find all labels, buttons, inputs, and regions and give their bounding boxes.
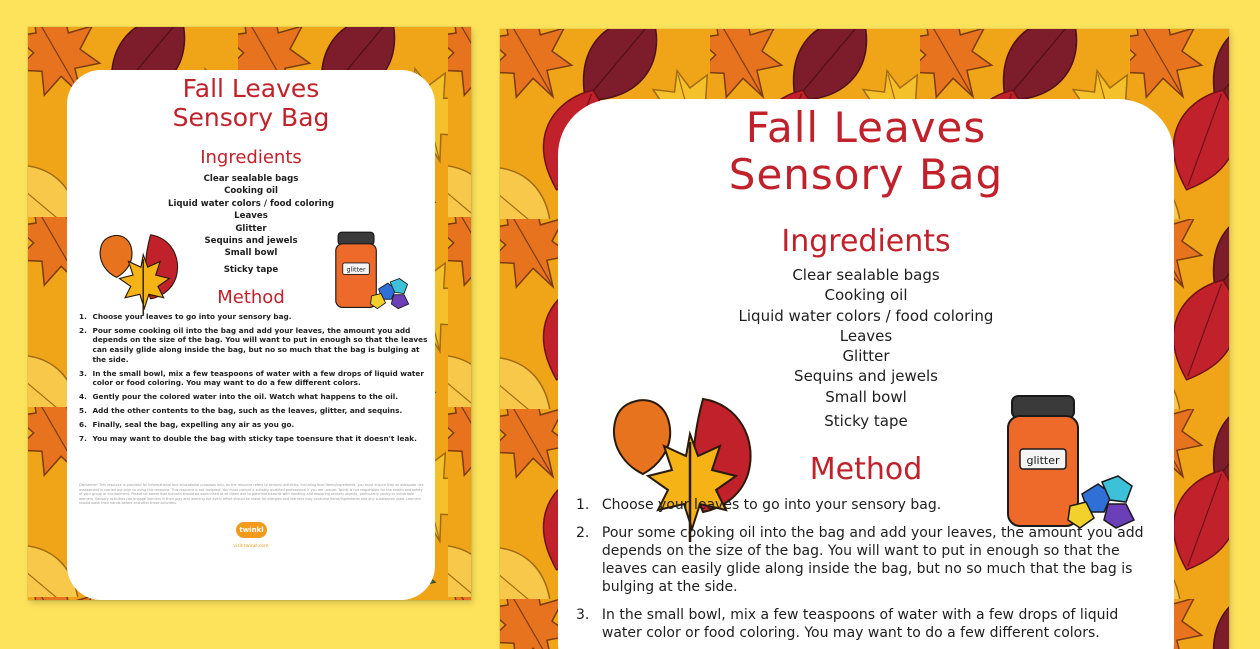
step-number: 1. bbox=[576, 497, 590, 513]
recipe-card bbox=[67, 70, 435, 600]
step-text: Gently pour the colored water into the oil. Watch what happens to the oil. bbox=[92, 392, 399, 402]
method-steps bbox=[79, 312, 429, 448]
ingredient-item: Glitter bbox=[842, 347, 890, 366]
step-number: 3. bbox=[79, 368, 87, 378]
ingredient-item: Small bowl bbox=[825, 387, 907, 406]
step-text: Pour some cooking oil into the bag and add your leaves, the amount you add depends on the size of the bag. You will want to put in enough so that the leaves can easily glide along inside the bag, but no so much that the bag is bulging at the side. bbox=[92, 325, 428, 364]
method-step bbox=[576, 496, 1162, 514]
ingredients-heading: Ingredients bbox=[200, 147, 302, 168]
title-line-1: Fall Leaves bbox=[745, 103, 987, 152]
ingredients-heading: Ingredients bbox=[781, 224, 951, 259]
disclaimer: Disclaimer: This resource is provided for informational and educational purposes only. As the resource refers to sensory activities, including food items/ingredients, you must ensure that an adequate risk assessment is carried out prior to using this resource. This resource is not foolproof. You must consult a suitably qualified professional if you are unsure. Twinkl is not responsible for the health and safety of your group or environment. Please be aware that humans should be supervised at all times due to potential hazards with handling and exploring sensory objects, particularly young or vulnerable learners. Sensory activities can engage learners in their play and learning but every effort should be made for allergies and learners may consume items/ingredients and any substances used. Learners should wash their hands before and after these activities. bbox=[79, 483, 424, 506]
method-step bbox=[79, 434, 429, 444]
ingredient-item: Clear sealable bags bbox=[203, 174, 299, 184]
page-title bbox=[67, 74, 435, 132]
jar-label: glitter bbox=[346, 266, 366, 274]
step-number: 1. bbox=[79, 312, 87, 321]
method-step bbox=[576, 606, 1162, 642]
title-line-1: Fall Leaves bbox=[182, 74, 320, 103]
step-text: Finally, seal the bag, expelling any air as you go. bbox=[92, 419, 295, 429]
step-text: In the small bowl, mix a few teaspoons of water with a few drops of liquid water color or food coloring. You may want to do a few different colors. bbox=[601, 607, 1119, 641]
ingredient-item: Cooking oil bbox=[824, 286, 908, 305]
method-step bbox=[79, 406, 429, 416]
step-text: Choose your leaves to go into your sensory bag. bbox=[601, 497, 942, 513]
site-url[interactable]: visit twinkl.com bbox=[233, 544, 269, 549]
step-text: Add the other contents to the bag, such as the leaves, glitter, and sequins. bbox=[92, 405, 403, 415]
step-number: 6. bbox=[79, 419, 87, 429]
twinkl-logo-icon: twinkl bbox=[236, 522, 267, 538]
recipe-card bbox=[558, 99, 1174, 649]
step-number: 2. bbox=[79, 325, 87, 335]
method-heading: Method bbox=[809, 452, 923, 487]
method-step bbox=[79, 326, 429, 364]
step-number: 2. bbox=[576, 525, 590, 541]
method-step bbox=[576, 524, 1162, 596]
ingredient-item: Leaves bbox=[234, 211, 268, 222]
method-steps bbox=[576, 496, 1162, 649]
title-line-2: Sensory Bag bbox=[728, 150, 1004, 199]
recipe-sheet-small bbox=[28, 27, 471, 600]
step-text: In the small bowl, mix a few teaspoons of water with a few drops of liquid water color or food coloring. You may want to do a few different colors. bbox=[92, 368, 424, 388]
step-number: 3. bbox=[576, 607, 590, 623]
ingredient-item: Liquid water colors / food coloring bbox=[738, 306, 994, 325]
ingredient-item: Sticky tape bbox=[223, 264, 279, 275]
step-number: 7. bbox=[79, 433, 87, 443]
step-number: 5. bbox=[79, 405, 87, 415]
method-step bbox=[79, 369, 429, 388]
ingredient-item: Sequins and jewels bbox=[794, 367, 938, 386]
recipe-sheet-large bbox=[500, 29, 1229, 649]
title-line-2: Sensory Bag bbox=[172, 103, 330, 132]
step-number: 4. bbox=[79, 392, 87, 402]
method-step bbox=[79, 312, 429, 322]
ingredient-item: Leaves bbox=[839, 326, 893, 345]
method-step bbox=[79, 420, 429, 430]
ingredient-item: Glitter bbox=[235, 223, 267, 234]
ingredient-item: Sequins and jewels bbox=[204, 236, 298, 247]
method-heading: Method bbox=[217, 287, 285, 308]
step-text: You may want to double the bag with sticky tape toensure that it doesn't leak. bbox=[92, 433, 417, 443]
ingredient-item: Small bowl bbox=[224, 248, 278, 259]
ingredient-item: Liquid water colors / food coloring bbox=[167, 198, 334, 209]
ingredient-item: Clear sealable bags bbox=[792, 266, 940, 284]
step-text: Pour some cooking oil into the bag and add your leaves, the amount you add depends on the size of the bag. You will want to put in enough so that the leaves can easily glide along inside the bag, but no so much that the bag is bulging at the side. bbox=[601, 525, 1144, 595]
step-text: Choose your leaves to go into your sensory bag. bbox=[92, 312, 292, 321]
method-step bbox=[79, 392, 429, 402]
ingredient-item: Sticky tape bbox=[824, 412, 908, 431]
ingredient-item: Cooking oil bbox=[224, 186, 278, 197]
page-title bbox=[558, 104, 1174, 198]
jar-label: glitter bbox=[1026, 454, 1060, 467]
